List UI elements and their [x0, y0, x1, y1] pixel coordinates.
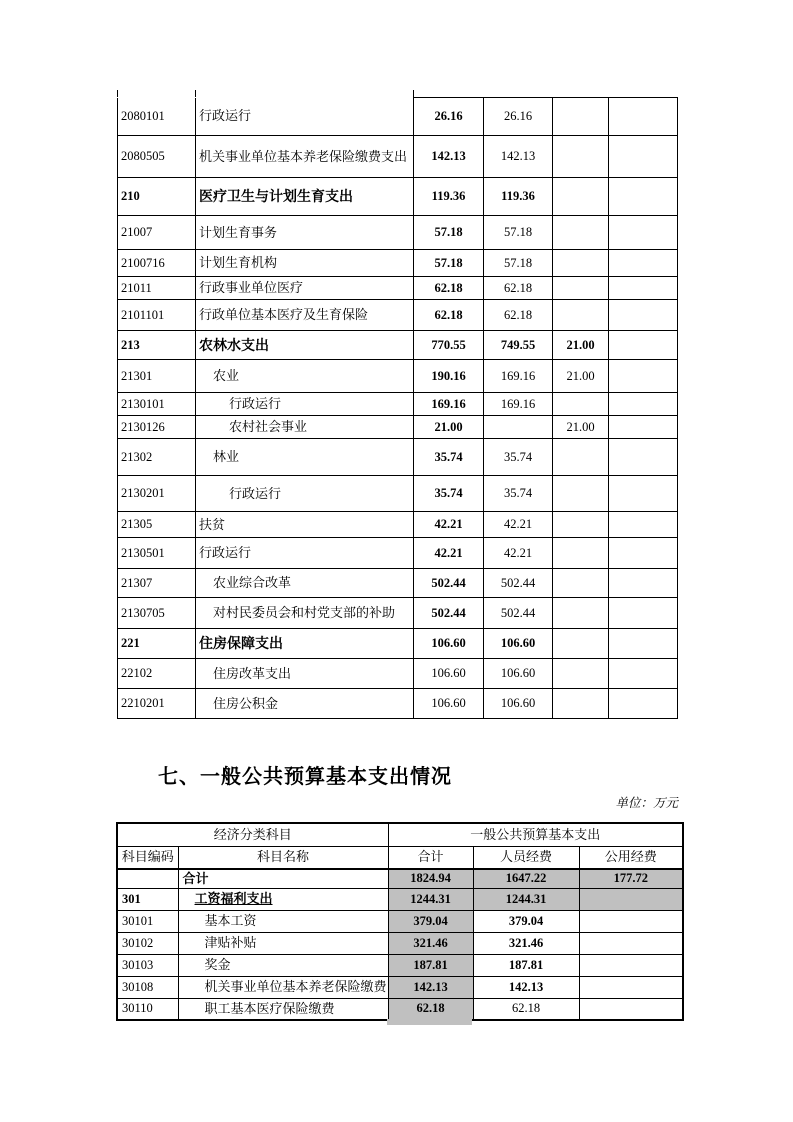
value-cell — [553, 216, 609, 250]
table-row — [118, 512, 678, 538]
subject-code-cell: 21305 — [118, 512, 196, 538]
value-cell: 62.18 — [414, 277, 484, 300]
subject-code-cell: 210 — [118, 178, 196, 216]
value-cell: 1824.94 — [388, 869, 473, 888]
value-cell: 142.13 — [484, 136, 553, 178]
table-row — [118, 250, 678, 277]
table-row — [118, 629, 678, 659]
value-cell — [609, 360, 678, 393]
value-cell: 26.16 — [484, 98, 553, 136]
subject-code-cell: 22102 — [118, 659, 196, 689]
subject-name-cell: 扶贫 — [196, 512, 414, 538]
table-row — [118, 659, 678, 689]
subject-name-cell: 农林水支出 — [196, 331, 414, 360]
subject-name-cell: 行政事业单位医疗 — [196, 277, 414, 300]
value-cell — [553, 277, 609, 300]
table-row — [117, 869, 683, 888]
table-row — [117, 910, 683, 932]
subject-name-cell: 机关事业单位基本养老保险缴费 — [178, 976, 388, 998]
value-cell — [553, 476, 609, 512]
subject-name-cell: 对村民委员会和村党支部的补助 — [196, 598, 414, 629]
subject-code-cell: 21007 — [118, 216, 196, 250]
value-cell: 321.46 — [473, 932, 579, 954]
value-cell: 1647.22 — [473, 869, 579, 888]
value-cell: 119.36 — [484, 178, 553, 216]
subject-code-cell: 213 — [118, 331, 196, 360]
value-cell: 321.46 — [388, 932, 473, 954]
header-personnel-funds: 人员经费 — [473, 846, 579, 869]
value-cell — [579, 976, 683, 998]
value-cell: 502.44 — [484, 598, 553, 629]
subject-code-cell: 2130705 — [118, 598, 196, 629]
table-top-stub — [195, 90, 196, 97]
value-cell — [553, 512, 609, 538]
subject-name-cell: 行政运行 — [196, 538, 414, 569]
header-columns-row — [117, 846, 683, 869]
subject-name-cell: 职工基本医疗保险缴费 — [178, 998, 388, 1020]
value-cell: 502.44 — [414, 569, 484, 598]
value-cell: 21.00 — [414, 416, 484, 439]
header-total: 合计 — [388, 846, 473, 869]
value-cell: 379.04 — [473, 910, 579, 932]
header-public-funds: 公用经费 — [579, 846, 683, 869]
value-cell — [609, 416, 678, 439]
table-row — [118, 300, 678, 331]
subject-code-cell: 21011 — [118, 277, 196, 300]
value-cell: 106.60 — [414, 659, 484, 689]
value-cell — [553, 136, 609, 178]
value-cell: 57.18 — [484, 250, 553, 277]
basic-expenditure-table-body — [117, 823, 683, 1020]
header-group-row — [117, 823, 683, 846]
table-row — [117, 998, 683, 1020]
value-cell: 177.72 — [579, 869, 683, 888]
table-row — [118, 98, 678, 136]
table-row — [117, 888, 683, 910]
value-cell: 42.21 — [484, 512, 553, 538]
subject-name-cell: 基本工资 — [178, 910, 388, 932]
value-cell — [553, 659, 609, 689]
subject-code-cell: 21302 — [118, 439, 196, 476]
table-row — [117, 976, 683, 998]
value-cell: 169.16 — [484, 393, 553, 416]
value-cell: 770.55 — [414, 331, 484, 360]
value-cell: 62.18 — [484, 300, 553, 331]
value-cell: 169.16 — [414, 393, 484, 416]
value-cell — [579, 998, 683, 1020]
value-cell: 62.18 — [388, 998, 473, 1020]
unit-label: 单位：万元 — [615, 796, 678, 810]
table-row — [118, 416, 678, 439]
subject-code-cell: 221 — [118, 629, 196, 659]
subject-code-cell: 30110 — [117, 998, 178, 1020]
value-cell — [609, 331, 678, 360]
subject-code-cell: 21301 — [118, 360, 196, 393]
table-row — [118, 689, 678, 719]
subject-code-cell: 301 — [117, 888, 178, 910]
value-cell: 1244.31 — [473, 888, 579, 910]
value-cell: 57.18 — [484, 216, 553, 250]
subject-code-cell: 2130201 — [118, 476, 196, 512]
value-cell — [609, 629, 678, 659]
value-cell — [609, 277, 678, 300]
table-row — [118, 439, 678, 476]
value-cell: 749.55 — [484, 331, 553, 360]
subject-code-cell: 2080505 — [118, 136, 196, 178]
value-cell — [609, 659, 678, 689]
subject-code-cell: 30101 — [117, 910, 178, 932]
value-cell: 379.04 — [388, 910, 473, 932]
value-cell: 119.36 — [414, 178, 484, 216]
subject-name-cell: 住房保障支出 — [196, 629, 414, 659]
subject-code-cell: 30103 — [117, 954, 178, 976]
subject-code-cell: 2100716 — [118, 250, 196, 277]
value-cell — [553, 98, 609, 136]
subject-name-cell: 行政运行 — [196, 476, 414, 512]
header-subject-name: 科目名称 — [178, 846, 388, 869]
subject-code-cell: 21307 — [118, 569, 196, 598]
value-cell: 187.81 — [473, 954, 579, 976]
value-cell: 190.16 — [414, 360, 484, 393]
value-cell — [609, 439, 678, 476]
subject-name-cell: 奖金 — [178, 954, 388, 976]
value-cell: 35.74 — [414, 476, 484, 512]
value-cell: 187.81 — [388, 954, 473, 976]
table-row — [118, 393, 678, 416]
value-cell: 106.60 — [414, 629, 484, 659]
basic-expenditure-table — [116, 822, 684, 1021]
subject-name-cell: 行政运行 — [196, 98, 414, 136]
value-cell — [609, 178, 678, 216]
section-title: 七、一般公共预算基本支出情况 — [158, 766, 452, 788]
subject-code-cell: 2101101 — [118, 300, 196, 331]
subject-name-cell: 工资福利支出 — [178, 888, 388, 910]
subject-name-cell: 住房公积金 — [196, 689, 414, 719]
value-cell: 57.18 — [414, 250, 484, 277]
value-cell — [609, 98, 678, 136]
subject-code-cell: 30102 — [117, 932, 178, 954]
value-cell — [609, 538, 678, 569]
table-row — [118, 476, 678, 512]
subject-name-cell: 合计 — [178, 869, 388, 888]
subject-name-cell: 农业综合改革 — [196, 569, 414, 598]
value-cell: 106.60 — [484, 659, 553, 689]
subject-code-cell: 30108 — [117, 976, 178, 998]
value-cell — [609, 512, 678, 538]
value-cell — [609, 250, 678, 277]
subject-name-cell: 农村社会事业 — [196, 416, 414, 439]
table-row — [118, 216, 678, 250]
value-cell: 35.74 — [414, 439, 484, 476]
table-top-stub — [413, 90, 414, 97]
value-cell — [553, 598, 609, 629]
value-cell: 26.16 — [414, 98, 484, 136]
value-cell: 21.00 — [553, 360, 609, 393]
value-cell — [609, 300, 678, 331]
value-cell: 142.13 — [388, 976, 473, 998]
value-cell — [553, 393, 609, 416]
value-cell — [579, 888, 683, 910]
subject-code-cell: 2080101 — [118, 98, 196, 136]
header-general-budget-basic-expenditure: 一般公共预算基本支出 — [388, 823, 683, 846]
subject-name-cell: 计划生育事务 — [196, 216, 414, 250]
value-cell: 57.18 — [414, 216, 484, 250]
value-cell — [553, 250, 609, 277]
value-cell: 502.44 — [484, 569, 553, 598]
subject-name-cell: 住房改革支出 — [196, 659, 414, 689]
value-cell — [609, 598, 678, 629]
value-cell — [609, 689, 678, 719]
value-cell — [579, 910, 683, 932]
value-cell: 169.16 — [484, 360, 553, 393]
table-row — [118, 569, 678, 598]
value-cell — [609, 569, 678, 598]
value-cell: 62.18 — [473, 998, 579, 1020]
table-row — [118, 360, 678, 393]
value-cell: 35.74 — [484, 439, 553, 476]
value-cell — [553, 569, 609, 598]
functional-expenditure-table — [117, 97, 678, 719]
value-cell — [579, 932, 683, 954]
subject-name-cell: 计划生育机构 — [196, 250, 414, 277]
value-cell: 35.74 — [484, 476, 553, 512]
value-cell: 42.21 — [414, 512, 484, 538]
value-cell: 21.00 — [553, 331, 609, 360]
subject-name-cell: 医疗卫生与计划生育支出 — [196, 178, 414, 216]
subject-name-cell: 机关事业单位基本养老保险缴费支出 — [196, 136, 414, 178]
subject-name-cell: 行政运行 — [196, 393, 414, 416]
table-row — [117, 954, 683, 976]
value-cell: 62.18 — [414, 300, 484, 331]
table-top-stub — [117, 90, 118, 97]
subject-code-cell: 2130501 — [118, 538, 196, 569]
value-cell — [553, 689, 609, 719]
value-cell: 1244.31 — [388, 888, 473, 910]
value-cell — [609, 216, 678, 250]
value-cell: 502.44 — [414, 598, 484, 629]
value-cell — [579, 954, 683, 976]
value-cell — [553, 300, 609, 331]
value-cell: 142.13 — [473, 976, 579, 998]
table-row — [118, 178, 678, 216]
table-row — [118, 538, 678, 569]
functional-expenditure-table-body — [118, 98, 678, 719]
value-cell — [609, 136, 678, 178]
value-cell: 21.00 — [553, 416, 609, 439]
value-cell: 42.21 — [414, 538, 484, 569]
value-cell: 106.60 — [484, 689, 553, 719]
table-row — [118, 331, 678, 360]
value-cell: 42.21 — [484, 538, 553, 569]
subject-code-cell: 2210201 — [118, 689, 196, 719]
value-cell — [553, 629, 609, 659]
table-row — [118, 598, 678, 629]
value-cell — [553, 439, 609, 476]
subject-name-cell: 行政单位基本医疗及生育保险 — [196, 300, 414, 331]
table-row — [117, 932, 683, 954]
value-cell: 142.13 — [414, 136, 484, 178]
table-row — [118, 277, 678, 300]
subject-name-cell: 津贴补贴 — [178, 932, 388, 954]
header-economic-classification: 经济分类科目 — [117, 823, 388, 846]
value-cell — [609, 476, 678, 512]
value-cell: 106.60 — [484, 629, 553, 659]
value-cell — [609, 393, 678, 416]
subject-name-cell: 林业 — [196, 439, 414, 476]
value-cell — [553, 538, 609, 569]
header-subject-code: 科目编码 — [117, 846, 178, 869]
value-cell: 62.18 — [484, 277, 553, 300]
subject-code-cell: 2130126 — [118, 416, 196, 439]
value-cell: 106.60 — [414, 689, 484, 719]
subject-code-cell — [117, 869, 178, 888]
shade-bleed-strip — [387, 1019, 472, 1025]
subject-name-cell: 农业 — [196, 360, 414, 393]
table-row — [118, 136, 678, 178]
value-cell — [484, 416, 553, 439]
value-cell — [553, 178, 609, 216]
subject-code-cell: 2130101 — [118, 393, 196, 416]
